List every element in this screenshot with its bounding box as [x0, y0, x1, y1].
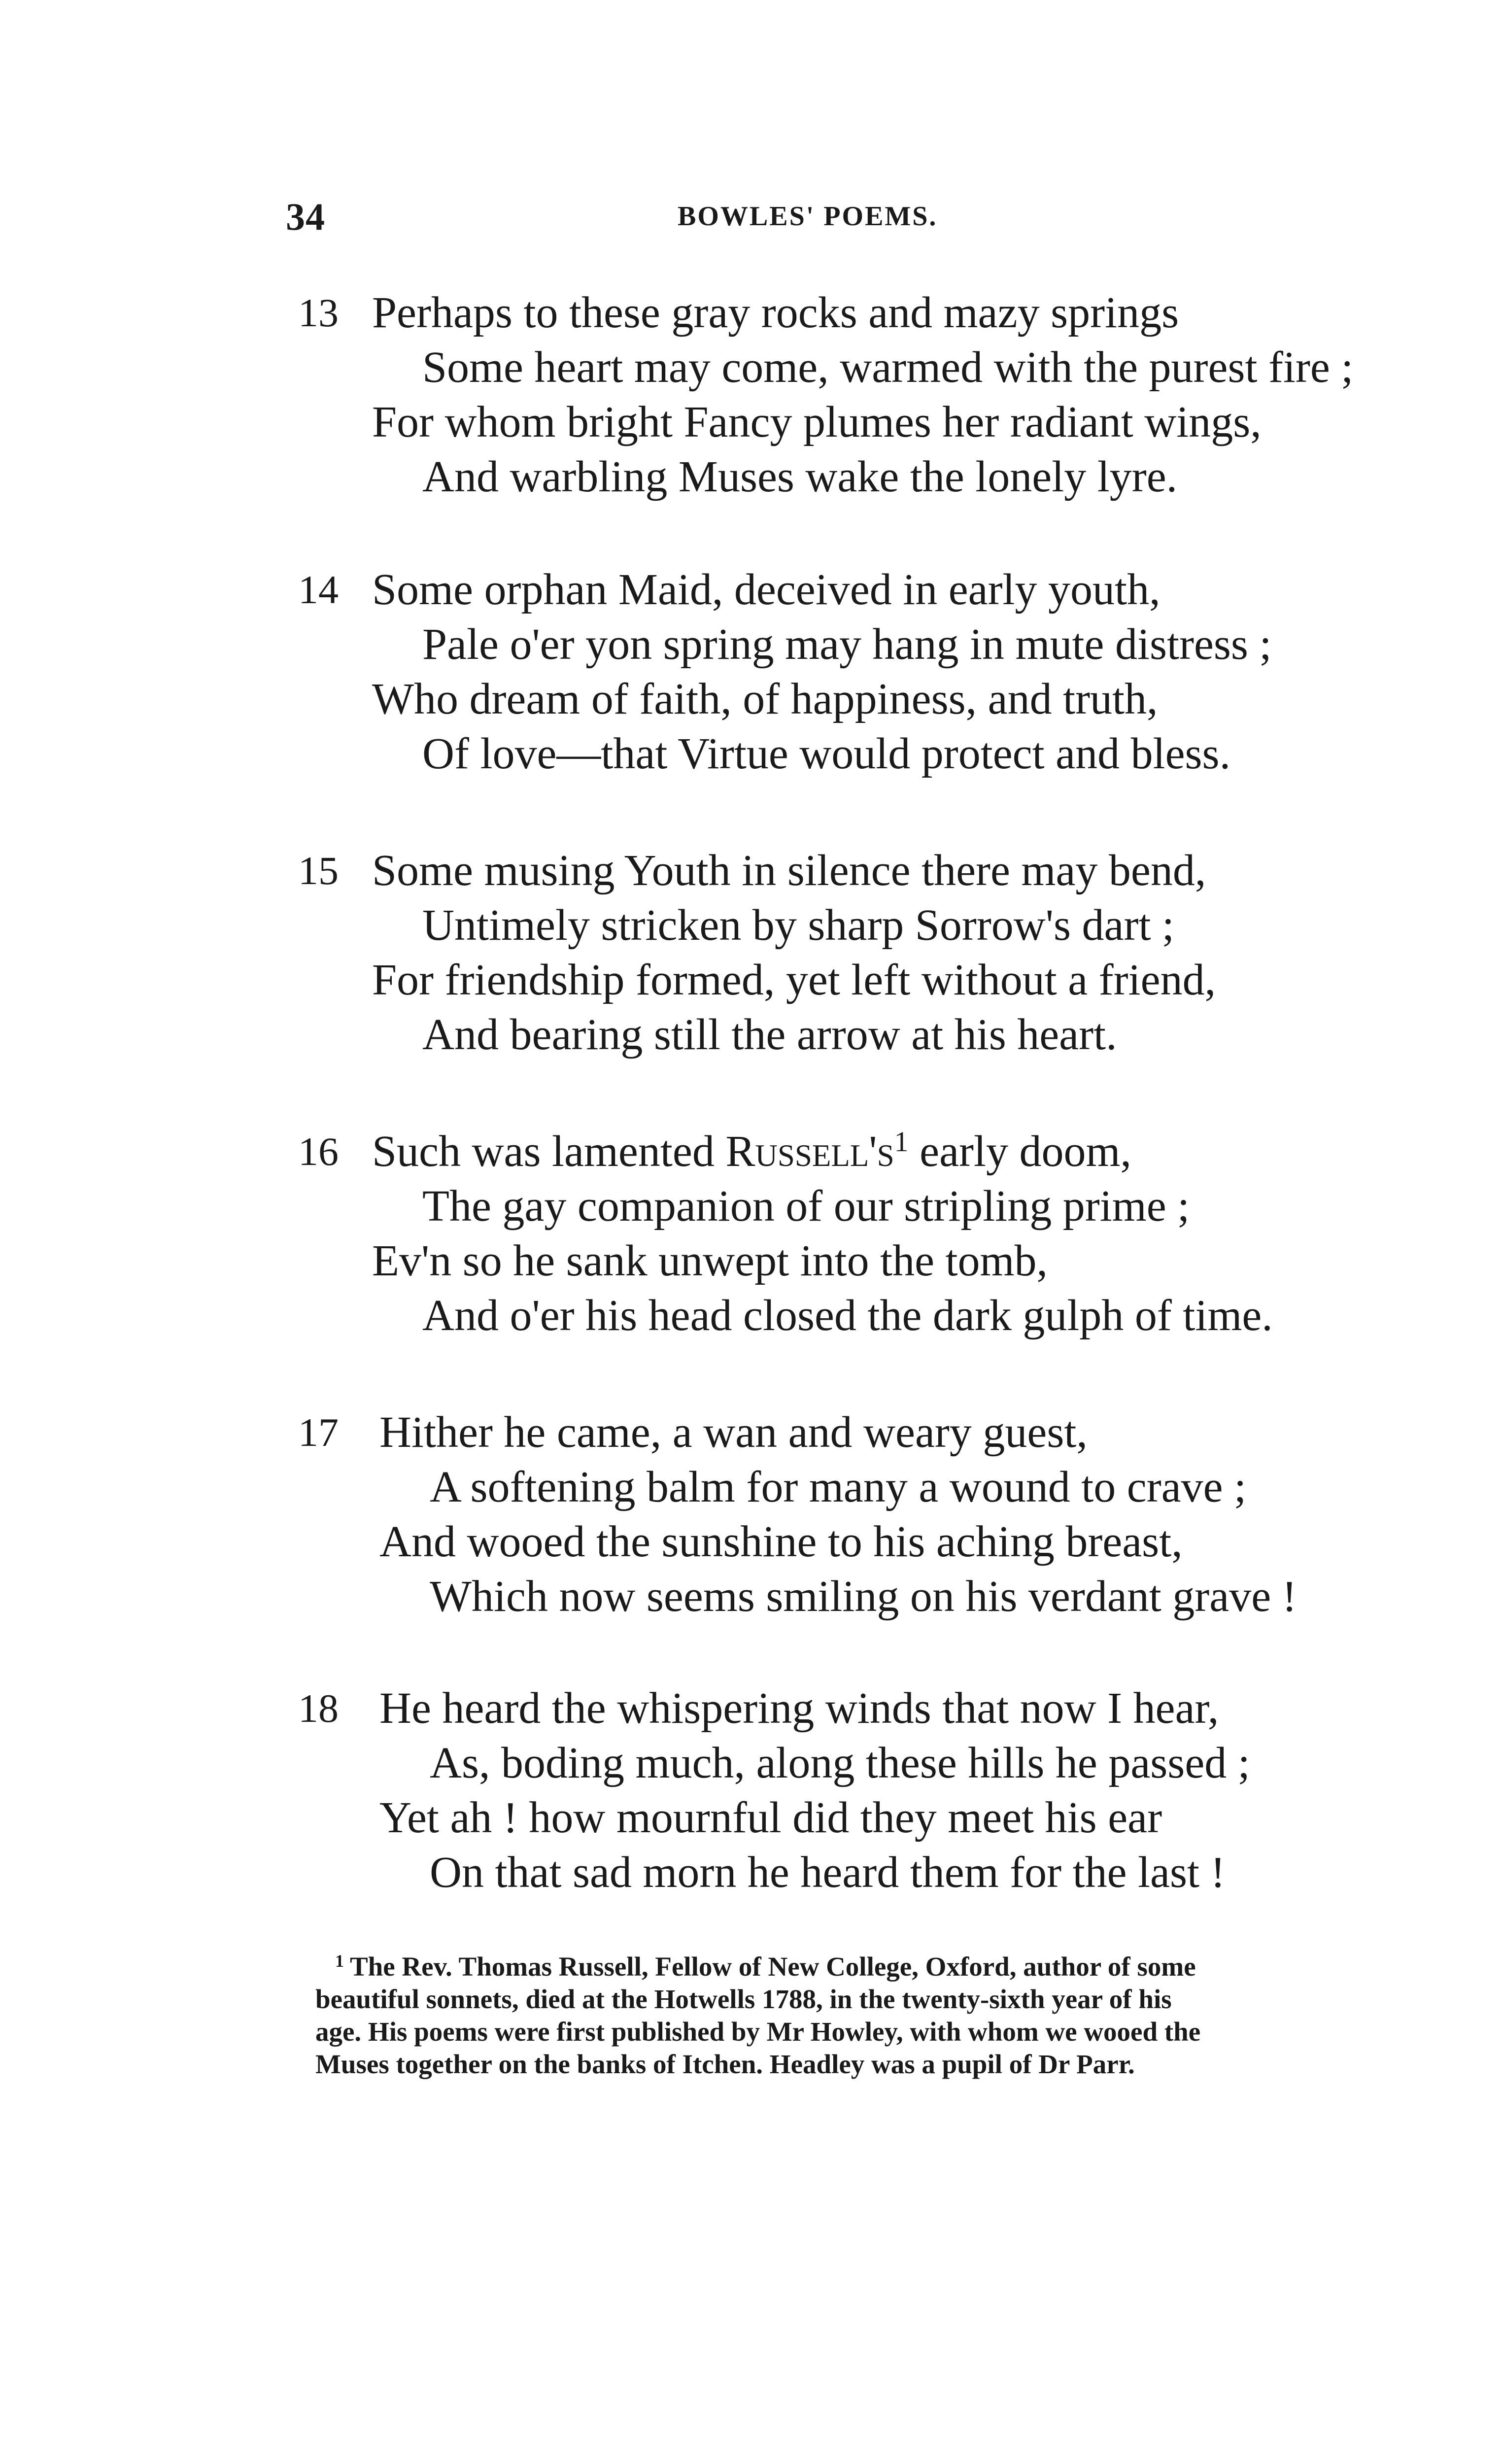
verse-line: For whom bright Fancy plumes her radiant wings, [372, 398, 1262, 446]
stanza-number: 18 [298, 1686, 339, 1731]
verse-line: Perhaps to these gray rocks and mazy springs [372, 288, 1179, 337]
page-number: 34 [286, 195, 325, 238]
verse-line [372, 1125, 1131, 1179]
verse-line: Untimely stricken by sharp Sorrow's dart ; [422, 901, 1174, 950]
verse-text: early doom, [908, 1127, 1132, 1176]
verse-line: As, boding much, along these hills he passed ; [430, 1739, 1250, 1787]
verse-line: The gay companion of our stripling prime ; [422, 1182, 1190, 1231]
verse-line: And bearing still the arrow at his heart. [422, 1010, 1117, 1059]
footnote-line: Muses together on the banks of Itchen. Headley was a pupil of Dr Parr. [315, 2049, 1135, 2079]
verse-text: Such was lamented [372, 1127, 726, 1176]
verse-line: And wooed the sunshine to his aching breast, [379, 1517, 1183, 1566]
verse-line: Some heart may come, warmed with the purest fire ; [422, 343, 1354, 392]
proper-name: Russell's [725, 1127, 894, 1176]
verse-line: Who dream of faith, of happiness, and truth, [372, 675, 1158, 723]
verse-line: He heard the whispering winds that now I hear, [379, 1684, 1219, 1733]
footnote-reference: 1 [894, 1126, 909, 1158]
verse-line: Of love—that Virtue would protect and bless. [422, 729, 1231, 778]
footnote-line [315, 1951, 1360, 1983]
stanza-number: 17 [298, 1410, 339, 1455]
footnote-line: age. His poems were first published by Mr Howley, with whom we wooed the [315, 2017, 1201, 2047]
stanza-number: 16 [298, 1129, 339, 1174]
verse-line: Some musing Youth in silence there may bend, [372, 846, 1206, 895]
page-header [286, 195, 1025, 244]
verse-line: A softening balm for many a wound to crave ; [430, 1463, 1247, 1511]
footnote-marker: 1 [335, 1951, 344, 1971]
verse-line: Which now seems smiling on his verdant grave ! [430, 1572, 1297, 1621]
verse-line: On that sad morn he heard them for the last ! [430, 1848, 1226, 1897]
verse-line: Some orphan Maid, deceived in early youth, [372, 565, 1161, 614]
verse-line: Pale o'er yon spring may hang in mute distress ; [422, 620, 1272, 669]
footnote-text: The Rev. Thomas Russell, Fellow of New College, Oxford, author of some [350, 1951, 1196, 1982]
verse-line: Yet ah ! how mournful did they meet his ear [379, 1793, 1162, 1842]
verse-line: And o'er his head closed the dark gulph of time. [422, 1291, 1273, 1340]
stanza-number: 14 [298, 567, 339, 612]
footnote [315, 1951, 1360, 2081]
footnote-line: beautiful sonnets, died at the Hotwells 1788, in the twenty-sixth year of his [315, 1984, 1172, 2014]
running-head: BOWLES' POEMS. [678, 201, 938, 232]
verse-line: Hither he came, a wan and weary guest, [379, 1408, 1088, 1457]
stanza-number: 13 [298, 290, 339, 335]
verse-line: Ev'n so he sank unwept into the tomb, [372, 1236, 1048, 1285]
verse-line: For friendship formed, yet left without a friend, [372, 956, 1216, 1004]
verse-line: And warbling Muses wake the lonely lyre. [422, 452, 1178, 501]
stanza-number: 15 [298, 848, 339, 893]
